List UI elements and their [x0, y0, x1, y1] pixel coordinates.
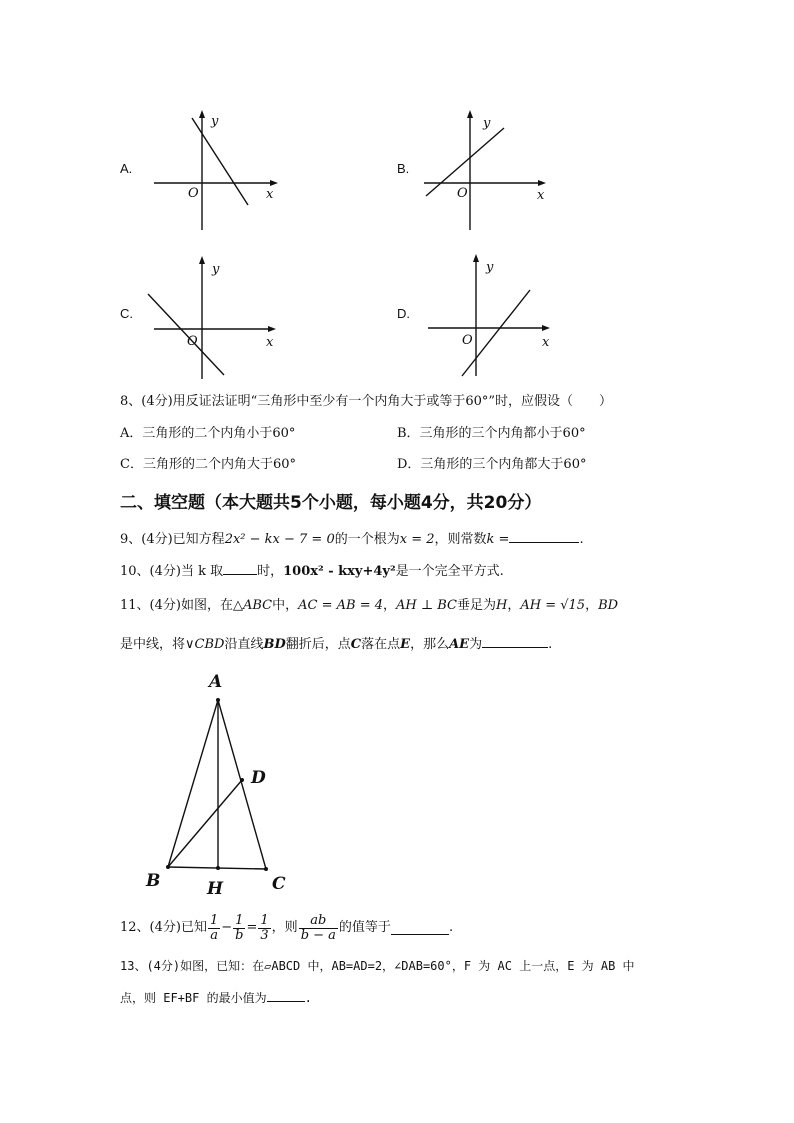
y-axis-label: y — [486, 260, 494, 275]
y-axis-label: y — [211, 114, 219, 129]
q8-choice-d: D．三角形的三个内角都大于60° — [397, 457, 587, 472]
q11-line2-mid2: 翻折后，点 — [285, 637, 351, 652]
origin-label: O — [457, 186, 468, 201]
q11-cbd: ∨CBD — [185, 637, 225, 652]
x-axis-label: x — [266, 335, 274, 350]
q10-expr: 100x² - kxy+4y² — [283, 564, 396, 579]
triangle-figure — [140, 668, 310, 898]
q12-frac-3 — [258, 914, 270, 943]
question-13-line-1: 13、(4分)如图，已知：在▱ABCD 中，AB=AD=2，∠DAB=60°，F 为 AC 上一点，E 为 AB 中 — [120, 959, 635, 973]
option-c-label: C. — [120, 306, 133, 321]
q12-eq: = — [246, 920, 258, 935]
q9-answer-blank[interactable] — [509, 529, 579, 543]
point-h — [216, 866, 220, 870]
q11-triangle: △ABC — [232, 598, 273, 613]
point-d — [240, 778, 244, 782]
x-arrow-icon — [268, 326, 276, 332]
q11-line2-end: 为 — [469, 637, 483, 652]
option-a-label: A. — [120, 161, 133, 176]
q12-prefix: 12、(4分)已知 — [120, 920, 207, 935]
q11-ae: AE — [449, 637, 470, 652]
q11-line2-mid4: ，那么 — [410, 637, 450, 652]
label-b: B — [146, 871, 161, 891]
point-c — [264, 867, 268, 871]
y-axis-label: y — [483, 116, 491, 131]
q11-h: H — [496, 598, 508, 613]
q9-equation: 2x² − kx − 7 = 0 — [224, 532, 335, 547]
q12-f2-num: 1 — [233, 914, 245, 929]
q12-answer-blank[interactable] — [391, 921, 449, 935]
q10-suffix: 是一个完全平方式. — [395, 564, 504, 579]
question-8-text: 8、(4分)用反证法证明“三角形中至少有一个内角大于或等于60°”时，应假设（ ） — [120, 394, 613, 409]
q10-prefix: 10、(4分)当 k 取 — [120, 564, 224, 579]
graph-option-c — [140, 252, 290, 382]
q13-end: . — [304, 991, 312, 1005]
q12-f2-den: b — [235, 927, 244, 943]
q12-frac-4 — [299, 914, 338, 943]
q12-minus: − — [221, 920, 233, 935]
q9-var: k = — [486, 532, 510, 547]
function-line — [192, 118, 248, 205]
graph-option-b — [420, 108, 560, 233]
q10-middle: 时， — [257, 564, 284, 579]
y-arrow-icon — [199, 110, 205, 118]
q13-answer-blank[interactable] — [267, 988, 305, 1002]
side-ab — [168, 700, 218, 867]
q11-prefix: 11、(4分)如图，在 — [120, 598, 233, 613]
origin-label: O — [187, 334, 198, 349]
q9-prefix: 9、(4分)已知方程 — [120, 532, 225, 547]
q11-end: . — [548, 637, 553, 652]
q11-perp: AH ⊥ BC — [396, 598, 457, 613]
origin-label: O — [462, 333, 473, 348]
q8-choice-a: A．三角形的二个内角小于60° — [120, 426, 296, 441]
section-2-title: 二、填空题（本大题共5个小题，每小题4分，共20分） — [120, 493, 542, 513]
q12-f3-den: 3 — [260, 927, 269, 943]
q11-eq1: AC = AB = 4 — [298, 598, 383, 613]
x-arrow-icon — [538, 180, 546, 186]
q11-ah: AH = √15 — [520, 598, 586, 613]
label-h: H — [207, 879, 224, 899]
question-11-line-1 — [120, 597, 618, 615]
q12-f1-num: 1 — [209, 912, 219, 928]
median-bd — [168, 780, 242, 867]
q11-sep3: ， — [585, 598, 599, 613]
y-arrow-icon — [199, 256, 205, 264]
q11-bd: BD — [598, 598, 619, 613]
q9-root: x = 2 — [399, 532, 435, 547]
x-arrow-icon — [542, 325, 550, 331]
x-axis-label: x — [537, 188, 545, 203]
q8-choice-c: C．三角形的二个内角大于60° — [120, 457, 296, 472]
q11-sep1: ， — [383, 598, 397, 613]
point-b — [166, 865, 170, 869]
q11-line2-prefix: 是中线，将 — [120, 637, 186, 652]
q9-end: . — [579, 532, 584, 547]
question-10 — [120, 561, 504, 581]
y-axis-label: y — [212, 262, 220, 277]
y-arrow-icon — [467, 110, 473, 118]
origin-label: O — [188, 186, 199, 201]
q9-suffix: ，则常数 — [434, 532, 487, 547]
option-b-label: B. — [397, 161, 410, 176]
question-13-line-2 — [120, 988, 312, 1007]
q11-foot: 垂足为 — [456, 598, 496, 613]
q12-f3-num: 1 — [260, 912, 269, 928]
q11-mid1: 中， — [272, 598, 299, 613]
q11-e: E — [400, 637, 411, 652]
q11-answer-blank[interactable] — [482, 634, 548, 648]
label-a: A — [209, 672, 223, 692]
q12-frac-2 — [233, 914, 245, 943]
q12-f1-den: a — [210, 927, 218, 943]
q11-bd2: BD — [263, 637, 286, 652]
q10-answer-blank[interactable] — [223, 561, 257, 575]
q12-suffix: 的值等于 — [338, 920, 391, 935]
question-12 — [120, 910, 453, 946]
question-11-line-2 — [120, 634, 552, 654]
option-d-label: D. — [397, 306, 410, 321]
x-axis-label: x — [266, 187, 274, 202]
q12-end: . — [448, 920, 454, 935]
q12-mid: ，则 — [271, 920, 298, 935]
q11-line2-mid3: 落在点 — [361, 637, 401, 652]
x-axis-label: x — [542, 335, 550, 350]
q12-f4-num: ab — [299, 914, 338, 929]
graph-option-d — [420, 250, 570, 380]
q9-middle: 的一个根为 — [334, 532, 400, 547]
q11-line2-mid: 沿直线 — [224, 637, 264, 652]
function-line — [148, 294, 224, 375]
q11-sep2: ， — [507, 598, 521, 613]
label-d: D — [251, 768, 266, 788]
label-c: C — [272, 874, 286, 894]
x-arrow-icon — [270, 180, 278, 186]
graph-option-a — [150, 108, 290, 233]
q12-frac-1 — [208, 914, 220, 943]
q12-f4-den: b − a — [300, 927, 336, 943]
question-9 — [120, 529, 584, 549]
point-a — [216, 698, 220, 702]
q8-choice-b: B．三角形的三个内角都小于60° — [397, 426, 586, 441]
q11-c: C — [350, 637, 362, 652]
q13-line2-text: 点，则 EF+BF 的最小值为 — [120, 991, 267, 1005]
y-arrow-icon — [473, 254, 479, 262]
